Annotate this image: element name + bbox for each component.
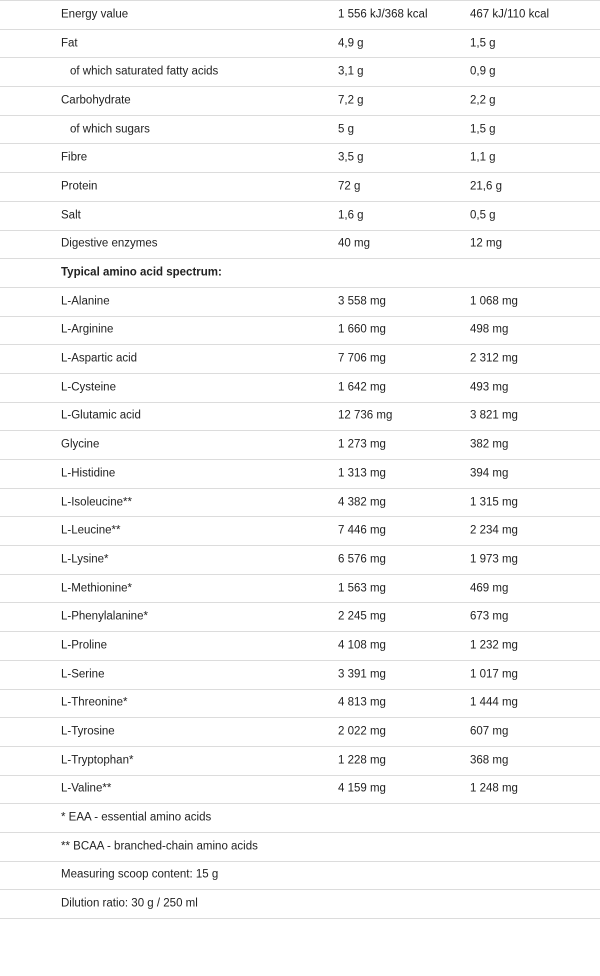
- row-label: Glycine: [61, 438, 100, 451]
- value-per-serving: 382 mg: [470, 438, 509, 451]
- row-label: Energy value: [61, 8, 129, 21]
- note-row: [0, 833, 600, 862]
- bcaa-note: ** BCAA - branched-chain amino acids: [61, 840, 258, 853]
- table-row: [0, 489, 600, 518]
- value-per-serving: 368 mg: [470, 753, 509, 766]
- row-label: L-Arginine: [61, 323, 114, 336]
- table-row: [0, 173, 600, 202]
- table-row: [0, 30, 600, 59]
- value-per-serving: 1 444 mg: [470, 696, 518, 709]
- value-per-serving: 1 973 mg: [470, 553, 518, 566]
- value-per-serving: 2 312 mg: [470, 352, 518, 365]
- table-row: [0, 718, 600, 747]
- table-row: [0, 317, 600, 346]
- row-label: L-Tyrosine: [61, 725, 115, 738]
- row-label: L-Lysine*: [61, 553, 109, 566]
- table-row: [0, 58, 600, 87]
- table-row: [0, 517, 600, 546]
- value-per-100g: 4 108 mg: [338, 639, 386, 652]
- value-per-serving: 607 mg: [470, 725, 509, 738]
- row-label: L-Aspartic acid: [61, 352, 138, 365]
- table-row: [0, 632, 600, 661]
- value-per-serving: 1 232 mg: [470, 639, 518, 652]
- table-row: [0, 661, 600, 690]
- table-row: [0, 345, 600, 374]
- table-row: [0, 460, 600, 489]
- table-row: [0, 747, 600, 776]
- row-label: Salt: [61, 208, 81, 221]
- value-per-100g: 7 706 mg: [338, 352, 386, 365]
- value-per-100g: 7 446 mg: [338, 524, 386, 537]
- value-per-serving: 469 mg: [470, 581, 509, 594]
- row-label: L-Threonine*: [61, 696, 128, 709]
- value-per-100g: 6 576 mg: [338, 553, 386, 566]
- value-per-100g: 2 245 mg: [338, 610, 386, 623]
- value-per-serving: 1 248 mg: [470, 782, 518, 795]
- row-label: L-Glutamic acid: [61, 409, 141, 422]
- value-per-serving: 493 mg: [470, 381, 509, 394]
- dilution-note: Dilution ratio: 30 g / 250 ml: [61, 897, 198, 910]
- value-per-serving: 3 821 mg: [470, 409, 518, 422]
- amino-section-heading-row: [0, 259, 600, 288]
- value-per-serving: 1,5 g: [470, 36, 496, 49]
- value-per-serving: 1,5 g: [470, 122, 496, 135]
- value-per-100g: 3 391 mg: [338, 667, 386, 680]
- row-label: L-Histidine: [61, 467, 116, 480]
- table-row: [0, 231, 600, 260]
- row-label: L-Valine**: [61, 782, 112, 795]
- value-per-serving: 498 mg: [470, 323, 509, 336]
- table-row: [0, 202, 600, 231]
- eaa-note: * EAA - essential amino acids: [61, 811, 212, 824]
- value-per-100g: 40 mg: [338, 237, 370, 250]
- table-row: [0, 431, 600, 460]
- value-per-100g: 5 g: [338, 122, 354, 135]
- value-per-100g: 2 022 mg: [338, 725, 386, 738]
- value-per-serving: 1 315 mg: [470, 495, 518, 508]
- row-label: Fibre: [61, 151, 88, 164]
- value-per-100g: 4,9 g: [338, 36, 364, 49]
- value-per-serving: 0,5 g: [470, 208, 496, 221]
- value-per-serving: 467 kJ/110 kcal: [470, 8, 550, 21]
- row-label: L-Proline: [61, 639, 108, 652]
- row-label: L-Alanine: [61, 294, 110, 307]
- amino-section-heading: Typical amino acid spectrum:: [61, 266, 222, 279]
- value-per-100g: 1 273 mg: [338, 438, 386, 451]
- note-row: [0, 804, 600, 833]
- value-per-100g: 1 660 mg: [338, 323, 386, 336]
- value-per-serving: 2 234 mg: [470, 524, 518, 537]
- value-per-100g: 1 228 mg: [338, 753, 386, 766]
- row-label: L-Serine: [61, 667, 105, 680]
- value-per-100g: 4 813 mg: [338, 696, 386, 709]
- row-label: of which sugars: [70, 122, 150, 135]
- row-label: Fat: [61, 36, 78, 49]
- note-row: [0, 862, 600, 891]
- table-row: [0, 288, 600, 317]
- value-per-serving: 0,9 g: [470, 65, 496, 78]
- value-per-serving: 1 017 mg: [470, 667, 518, 680]
- value-per-serving: 2,2 g: [470, 94, 496, 107]
- row-label: Protein: [61, 180, 98, 193]
- table-row: [0, 575, 600, 604]
- value-per-serving: 394 mg: [470, 467, 509, 480]
- value-per-serving: 1,1 g: [470, 151, 496, 164]
- value-per-serving: 673 mg: [470, 610, 509, 623]
- table-row: [0, 144, 600, 173]
- table-row: [0, 776, 600, 805]
- row-label: Digestive enzymes: [61, 237, 158, 250]
- value-per-100g: 1 563 mg: [338, 581, 386, 594]
- value-per-100g: 4 382 mg: [338, 495, 386, 508]
- value-per-serving: 21,6 g: [470, 180, 502, 193]
- table-row: [0, 374, 600, 403]
- value-per-100g: 1 313 mg: [338, 467, 386, 480]
- value-per-100g: 1 556 kJ/368 kcal: [338, 8, 428, 21]
- row-label: L-Leucine**: [61, 524, 121, 537]
- value-per-100g: 72 g: [338, 180, 361, 193]
- value-per-100g: 12 736 mg: [338, 409, 393, 422]
- table-row: [0, 603, 600, 632]
- value-per-100g: 3,5 g: [338, 151, 364, 164]
- value-per-100g: 3,1 g: [338, 65, 364, 78]
- table-row: [0, 690, 600, 719]
- table-row: [0, 403, 600, 432]
- scoop-note: Measuring scoop content: 15 g: [61, 868, 219, 881]
- value-per-serving: 12 mg: [470, 237, 502, 250]
- row-label: L-Tryptophan*: [61, 753, 134, 766]
- value-per-100g: 4 159 mg: [338, 782, 386, 795]
- table-row: [0, 87, 600, 116]
- row-label: L-Phenylalanine*: [61, 610, 148, 623]
- row-label: L-Methionine*: [61, 581, 132, 594]
- value-per-serving: 1 068 mg: [470, 294, 518, 307]
- value-per-100g: 7,2 g: [338, 94, 364, 107]
- row-label: L-Cysteine: [61, 381, 116, 394]
- value-per-100g: 1,6 g: [338, 208, 364, 221]
- note-row: [0, 890, 600, 919]
- value-per-100g: 1 642 mg: [338, 381, 386, 394]
- table-row: [0, 546, 600, 575]
- table-row: [0, 116, 600, 145]
- row-label: L-Isoleucine**: [61, 495, 132, 508]
- value-per-100g: 3 558 mg: [338, 294, 386, 307]
- row-label: of which saturated fatty acids: [70, 65, 219, 78]
- row-label: Carbohydrate: [61, 94, 131, 107]
- table-row: [0, 1, 600, 30]
